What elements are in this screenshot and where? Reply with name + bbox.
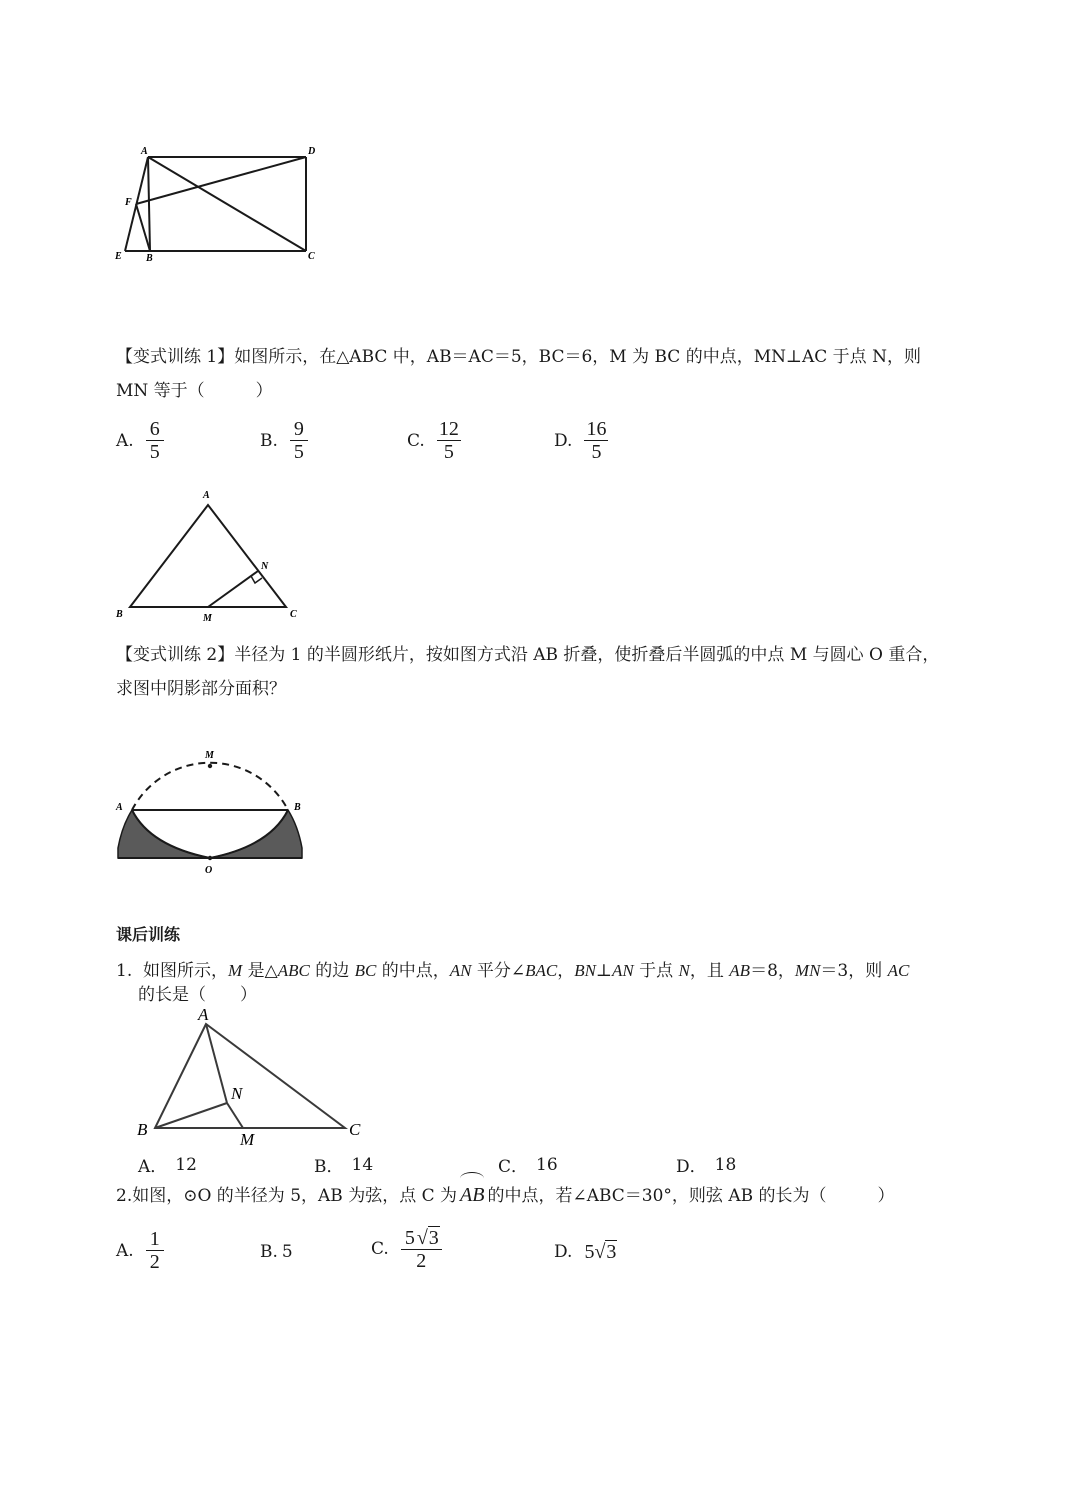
label-B: B xyxy=(146,253,153,264)
label-A: A xyxy=(198,1005,209,1024)
fraction: $\frac{6}{5}$ xyxy=(146,418,164,463)
question-1-line1: 1. 如图所示，M 是△ABC 的边 BC 的中点，AN 平分∠BAC，BN⊥AN 于点 N，且 AB＝8，MN＝3，则 AC xyxy=(116,961,910,981)
label-M: M xyxy=(240,1130,255,1149)
label-N: N xyxy=(231,1084,243,1103)
ex1-option-d[interactable]: D. $\frac{16}{5}$ xyxy=(554,418,607,463)
q2-option-c[interactable]: C. 5 √ 3 2 xyxy=(371,1226,442,1272)
figure-folded-semicircle xyxy=(110,742,320,878)
label-N: N xyxy=(261,561,269,572)
fraction: $\frac{12}{5}$ xyxy=(438,418,459,463)
figure-rectangle xyxy=(110,140,330,270)
fraction: $\frac{1}{2}$ xyxy=(146,1228,164,1273)
label-E: E xyxy=(115,251,122,262)
q1-option-d[interactable]: D． 18 xyxy=(676,1154,737,1177)
label-A: A xyxy=(203,490,210,501)
q2-option-d[interactable]: D. 5 √ 3 xyxy=(554,1241,617,1263)
exercise-2-line1: 【变式训练 2】半径为 1 的半圆形纸片，按如图方式沿 AB 折叠，使折叠后半圆弧的中点 M 与圆心 O 重合， xyxy=(116,645,940,665)
fraction: $\frac{9}{5}$ xyxy=(290,418,308,463)
section-heading: 课后训练 xyxy=(116,925,181,944)
question-1-line2: 的长是（ ） xyxy=(138,985,257,1005)
q2-option-b[interactable]: B. 5 xyxy=(260,1242,293,1262)
arc-ab: AB xyxy=(460,1178,484,1212)
q2-option-a[interactable]: A. $\frac{1}{2}$ xyxy=(116,1228,164,1273)
q1-option-c[interactable]: C． 16 xyxy=(498,1154,558,1177)
label-C: C xyxy=(290,609,297,620)
exercise-1-line2: MN 等于（ ） xyxy=(116,381,273,401)
exercise-2-line2: 求图中阴影部分面积？ xyxy=(116,679,286,699)
question-2-text: 2.如图，⊙O 的半径为 5，AB 为弦，点 C 为 AB 的中点，若∠ABC＝30°，则弦 AB 的长为（ ） xyxy=(116,1178,895,1213)
label-A: A xyxy=(141,146,148,157)
ex1-option-c[interactable]: C. $\frac{12}{5}$ xyxy=(407,418,459,463)
label-B: B xyxy=(116,609,123,620)
label-B: B xyxy=(137,1120,148,1139)
label-F: F xyxy=(125,197,132,208)
fraction: 5 √ 3 2 xyxy=(401,1226,442,1272)
label-D: D xyxy=(308,146,316,157)
label-C: C xyxy=(349,1120,361,1139)
label-A: A xyxy=(116,802,123,813)
label-O: O xyxy=(205,865,213,876)
figure-angle-bisector xyxy=(130,1002,370,1152)
q1-option-b[interactable]: B． 14 xyxy=(314,1154,374,1177)
label-B: B xyxy=(294,802,301,813)
ex1-option-a[interactable]: A. $\frac{6}{5}$ xyxy=(116,418,164,463)
ex1-option-b[interactable]: B. $\frac{9}{5}$ xyxy=(260,418,308,463)
label-M: M xyxy=(203,613,212,624)
figure-triangle-mn xyxy=(110,484,310,626)
exercise-1-line1: 【变式训练 1】如图所示，在△ABC 中，AB＝AC＝5，BC＝6，M 为 BC 的中点，MN⊥AC 于点 N，则 xyxy=(116,347,921,367)
label-M: M xyxy=(205,750,214,761)
fraction: $\frac{16}{5}$ xyxy=(586,418,607,463)
label-C: C xyxy=(308,251,315,262)
q1-option-a[interactable]: A． 12 xyxy=(138,1154,197,1177)
